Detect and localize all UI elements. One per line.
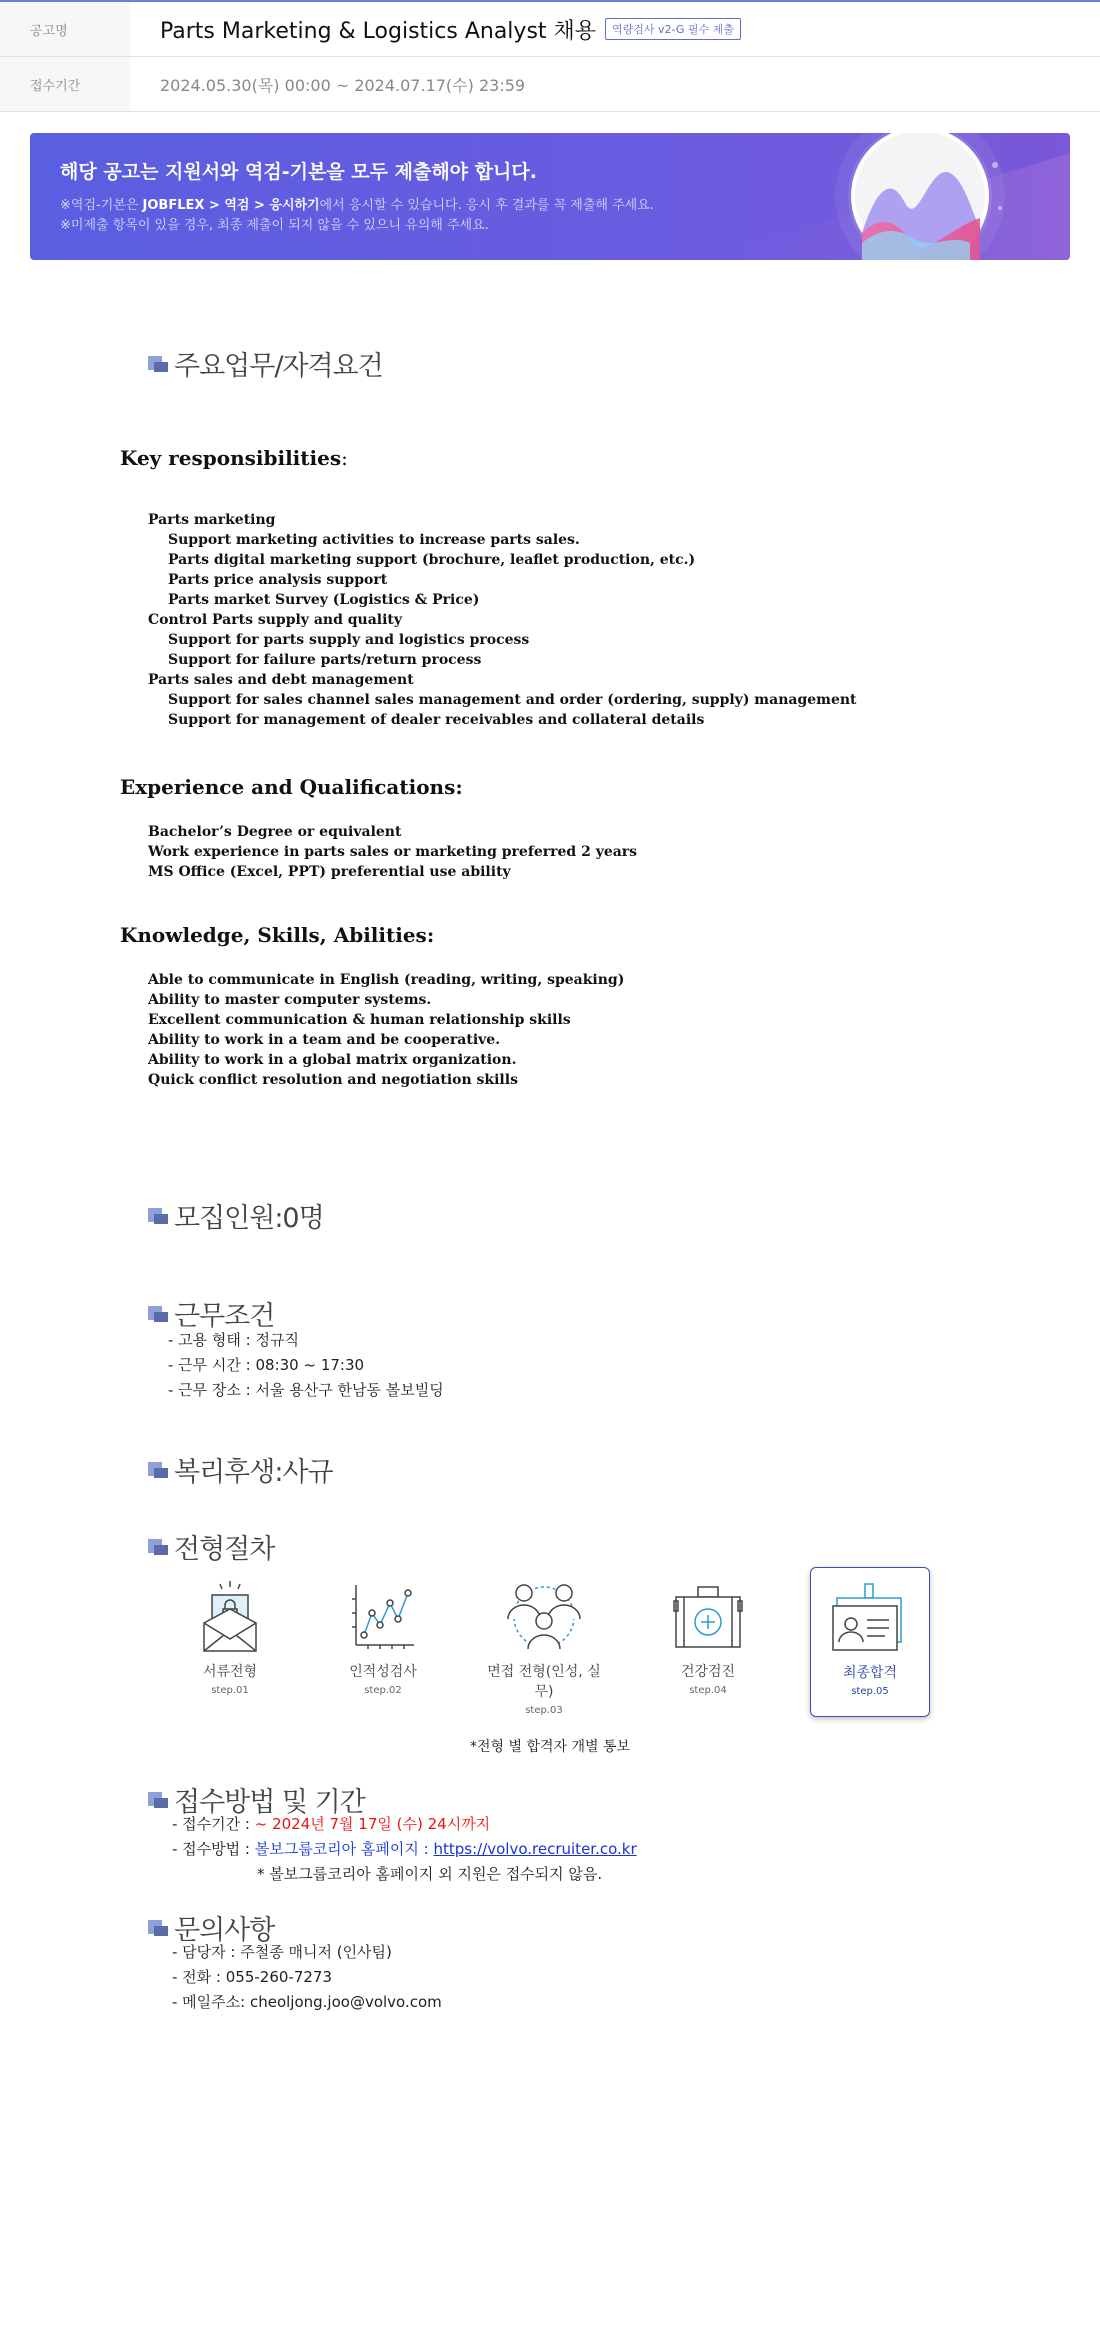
section-bullet-icon — [148, 1304, 168, 1324]
section-bullet-icon — [148, 1206, 168, 1226]
list-item: Support for parts supply and logistics process — [168, 632, 530, 648]
list-item: - 근무 시간 : 08:30 ~ 17:30 — [168, 1356, 365, 1374]
list-item: Support for management of dealer receivables and collateral details — [168, 712, 705, 728]
section-bullet-icon — [148, 1537, 168, 1557]
step-code: step.01 — [211, 1685, 249, 1696]
step-code: step.02 — [364, 1685, 402, 1696]
list-item: Support for failure parts/return process — [168, 652, 482, 668]
people-group-icon — [504, 1579, 584, 1653]
list-item: Able to communicate in English (reading, writing, speaking) — [148, 972, 625, 988]
banner-illustration — [650, 133, 1070, 260]
apply-note: * 볼보그룹코리아 홈페이지 외 지원은 접수되지 않음. — [257, 1865, 603, 1883]
step-name: 면접 전형(인성, 실무) — [487, 1664, 601, 1700]
section-welfare-title: 복리후생:사규 — [174, 1457, 333, 1488]
banner-line-2: ※미제출 항목이 있을 경우, 최종 제출이 되지 않을 수 있으니 유의해 주세요. — [60, 218, 489, 233]
list-item: Bachelor’s Degree or equivalent — [148, 824, 402, 840]
apply-method — [172, 1837, 637, 1862]
apply-period — [172, 1812, 637, 1837]
step-code: step.04 — [689, 1685, 727, 1696]
skills-list — [148, 970, 624, 1090]
banner-text — [60, 157, 654, 236]
line-chart-icon — [350, 1579, 416, 1653]
section-headcount-header — [148, 1196, 324, 1235]
step-name: 서류전형 — [202, 1664, 258, 1680]
banner-line-1 — [60, 196, 654, 216]
title-row — [0, 2, 1100, 57]
experience-list — [148, 822, 637, 882]
list-item: Support marketing activities to increase parts sales. — [168, 532, 580, 548]
posting-title: Parts Marketing & Logistics Analyst 채용 — [160, 18, 597, 44]
apply-method-label: - 접수방법 : — [172, 1840, 255, 1858]
list-item: Ability to work in a team and be cooperative. — [148, 1032, 501, 1048]
banner-title: 해당 공고는 지원서와 역검-기본을 모두 제출해야 합니다. — [60, 161, 537, 183]
steps-notice: *전형 별 합격자 개별 통보 — [469, 1739, 631, 1755]
list-item: Excellent communication & human relationship skills — [148, 1012, 571, 1028]
document-envelope-icon — [200, 1579, 260, 1653]
banner-line-1-path: JOBFLEX > 역검 > 응시하기 — [142, 198, 320, 213]
step-aptitude-test — [323, 1567, 443, 1717]
banner-line-1-suffix: 에서 응시할 수 있습니다. 응시 후 결과를 꼭 제출해 주세요. — [319, 198, 654, 213]
section-bullet-icon — [148, 1460, 168, 1480]
step-document-screening — [170, 1567, 290, 1717]
list-item: Parts marketing — [148, 512, 276, 528]
period-label: 접수기간 — [0, 57, 130, 111]
list-item: Quick conflict resolution and negotiation skills — [148, 1072, 518, 1088]
responsibilities-heading — [120, 446, 348, 470]
title-value — [130, 14, 741, 45]
conditions-list — [168, 1328, 444, 1403]
experience-heading: Experience and Qualifications: — [120, 775, 463, 799]
list-item: Parts sales and debt management — [148, 672, 414, 688]
step-name: 최종합격 — [842, 1665, 898, 1681]
step-interview — [484, 1567, 604, 1717]
step-final-pass — [810, 1567, 930, 1717]
contact-list — [172, 1940, 442, 2015]
list-item: Control Parts supply and quality — [148, 612, 403, 628]
section-bullet-icon — [148, 1790, 168, 1810]
list-item: - 근무 장소 : 서울 용산구 한남동 볼보빌딩 — [168, 1381, 444, 1399]
section-apply-title: 접수방법 및 기간 — [174, 1787, 365, 1818]
section-bullet-icon — [148, 1918, 168, 1938]
section-conditions-title: 근무조건 — [174, 1301, 275, 1332]
list-item: - 고용 형태 : 정규직 — [168, 1331, 299, 1349]
section-headcount-title: 모집인원:0명 — [174, 1203, 324, 1234]
list-item: Parts market Survey (Logistics & Price) — [168, 592, 480, 608]
list-item: MS Office (Excel, PPT) preferential use ability — [148, 864, 511, 880]
step-name: 인적성검사 — [349, 1664, 417, 1680]
id-card-icon — [829, 1580, 911, 1654]
title-label: 공고명 — [0, 2, 130, 56]
section-process-title: 전형절차 — [174, 1534, 275, 1565]
step-code: step.05 — [851, 1686, 889, 1697]
responsibilities-list — [148, 510, 857, 730]
step-code: step.03 — [525, 1705, 563, 1716]
recruit-site-link[interactable]: https://volvo.recruiter.co.kr — [433, 1840, 637, 1858]
responsibilities-heading-colon: : — [341, 446, 348, 470]
assessment-badge: 역량검사 v2-G 필수 제출 — [605, 18, 741, 40]
section-process-header — [148, 1527, 274, 1566]
contact-phone: - 전화 : 055-260-7273 — [172, 1968, 333, 1986]
step-name: 건강검진 — [680, 1664, 736, 1680]
section-welfare-header — [148, 1450, 333, 1489]
responsibilities-heading-text: Key responsibilities — [120, 446, 342, 470]
process-steps — [170, 1567, 940, 1717]
banner-line-1-prefix: ※역검-기본은 — [60, 198, 143, 213]
application-period: 2024.05.30(목) 00:00 ~ 2024.07.17(수) 23:59 — [160, 75, 526, 95]
job-info-table — [0, 0, 1100, 112]
apply-period-label: - 접수기간 : — [172, 1815, 255, 1833]
section-duties-title: 주요업무/자격요건 — [174, 351, 383, 382]
list-item: Support for sales channel sales management and order (ordering, supply) management — [168, 692, 857, 708]
notice-banner — [30, 133, 1070, 260]
section-bullet-icon — [148, 354, 168, 374]
list-item: Parts digital marketing support (brochure, leaflet production, etc.) — [168, 552, 696, 568]
period-row — [0, 57, 1100, 112]
list-item: Parts price analysis support — [168, 572, 388, 588]
contact-manager: - 담당자 : 주철종 매니저 (인사팀) — [172, 1943, 392, 1961]
apply-list — [172, 1812, 637, 1887]
period-value — [130, 73, 525, 96]
list-item: Work experience in parts sales or marketing preferred 2 years — [148, 844, 638, 860]
skills-heading: Knowledge, Skills, Abilities: — [120, 923, 435, 947]
contact-email: - 메일주소: cheoljong.joo@volvo.com — [172, 1993, 442, 2011]
section-contact-title: 문의사항 — [174, 1915, 275, 1946]
list-item: Ability to work in a global matrix organization. — [148, 1052, 517, 1068]
section-duties-header — [148, 344, 383, 383]
apply-deadline: ~ 2024년 7월 17일 (수) 24시까지 — [254, 1815, 491, 1833]
step-health-check — [648, 1567, 768, 1717]
list-item: Ability to master computer systems. — [148, 992, 432, 1008]
medical-kit-icon — [672, 1579, 744, 1653]
apply-method-site: 볼보그룹코리아 홈페이지 : — [254, 1840, 434, 1858]
